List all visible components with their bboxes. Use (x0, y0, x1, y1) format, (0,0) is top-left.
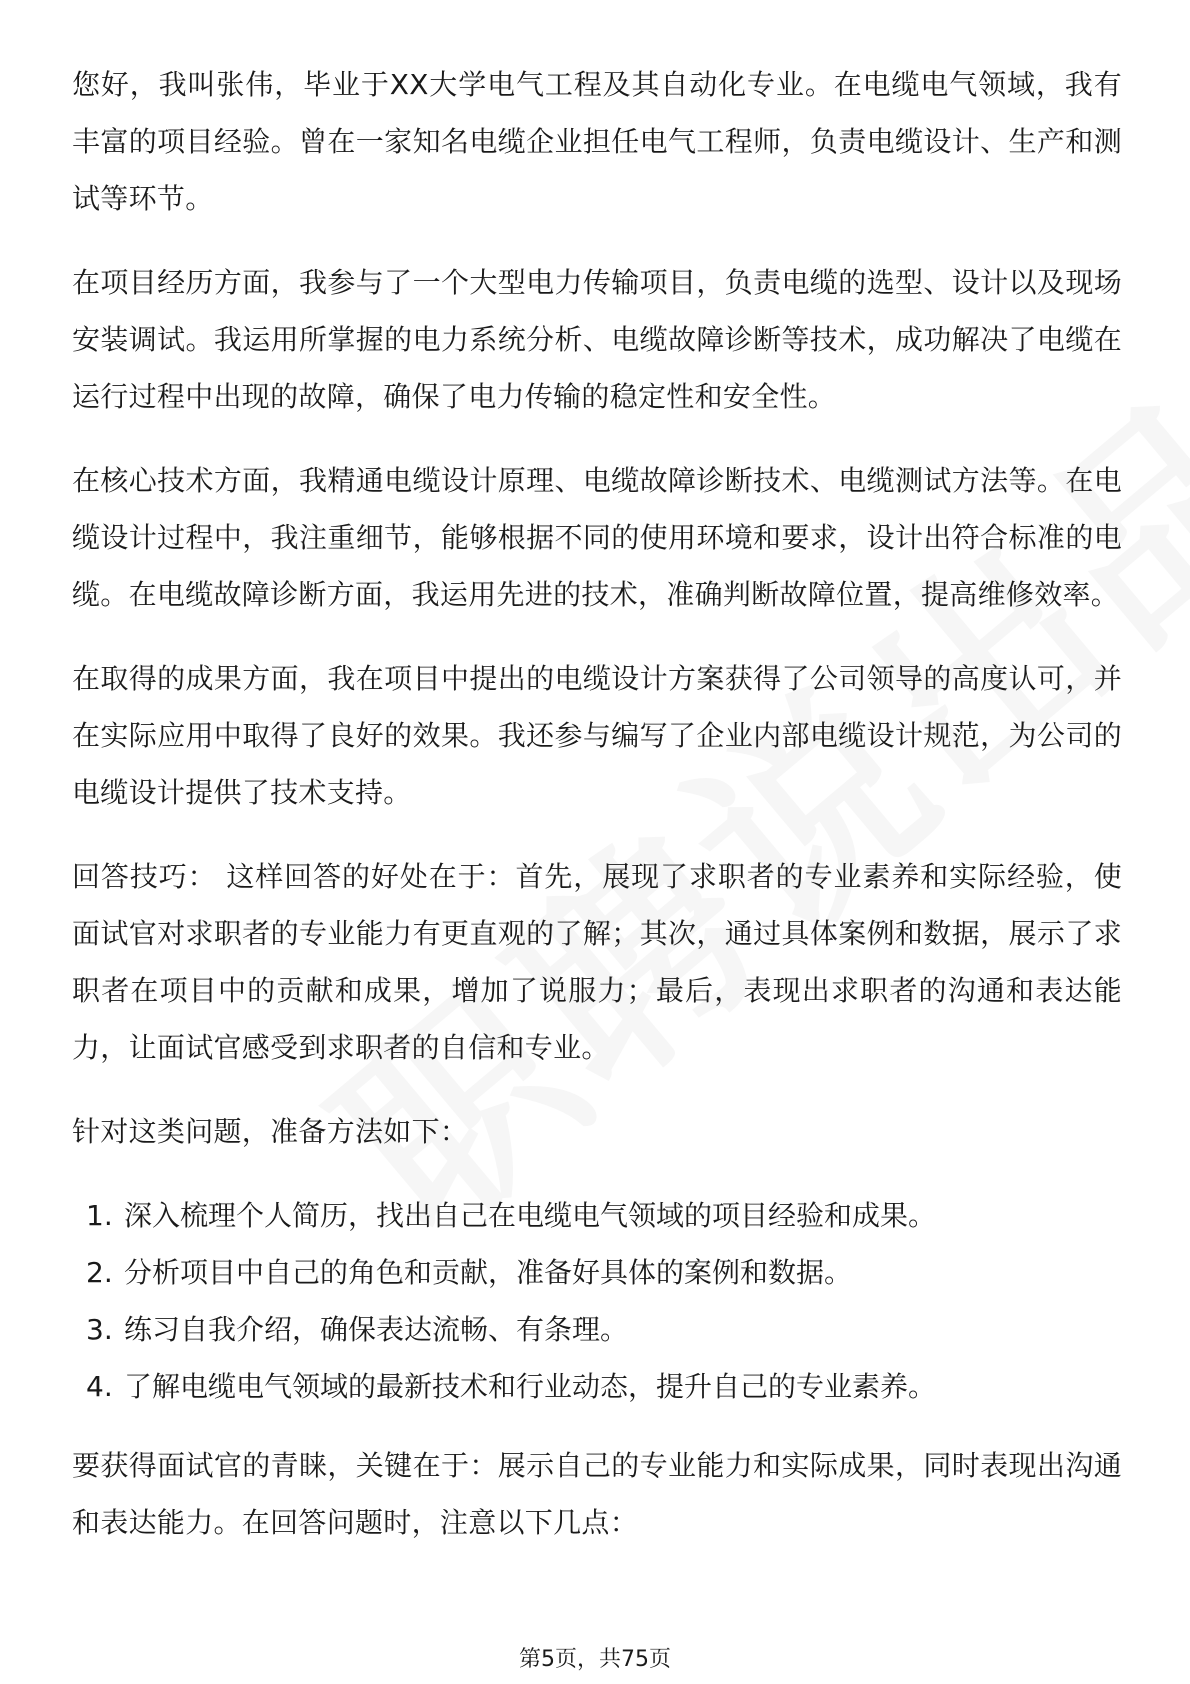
list-item-number: 3. (86, 1313, 113, 1346)
list-item (72, 1358, 1122, 1415)
page-number-footer: 第5页，共75页 (519, 1647, 671, 1672)
list-item-number: 2. (86, 1256, 113, 1289)
paragraph-achievements: 在取得的成果方面，我在项目中提出的电缆设计方案获得了公司领导的高度认可，并在实际应用中取得了良好的效果。我还参与编写了企业内部电缆设计规范，为公司的电缆设计提供了技术支持。 (72, 662, 1122, 809)
preparation-list (72, 1187, 1122, 1415)
list-item-text: 分析项目中自己的角色和贡献，准备好具体的案例和数据。 (124, 1256, 853, 1289)
paragraph-closing: 要获得面试官的青睐，关键在于：展示自己的专业能力和实际成果，同时表现出沟通和表达能力。在回答问题时，注意以下几点： (72, 1449, 1122, 1539)
list-item (72, 1244, 1122, 1301)
list-item-text: 了解电缆电气领域的最新技术和行业动态，提升自己的专业素养。 (124, 1370, 937, 1403)
paragraph-preparation-intro: 针对这类问题，准备方法如下： (72, 1115, 469, 1148)
paragraph-project-experience: 在项目经历方面，我参与了一个大型电力传输项目，负责电缆的选型、设计以及现场安装调试。我运用所掌握的电力系统分析、电缆故障诊断等技术，成功解决了电缆在运行过程中出现的故障，确保了电力传输的稳定性和安全性。 (72, 266, 1122, 413)
list-item-number: 4. (86, 1370, 113, 1403)
paragraph-intro: 您好，我叫张伟，毕业于XX大学电气工程及其自动化专业。在电缆电气领域，我有丰富的项目经验。曾在一家知名电缆企业担任电气工程师，负责电缆设计、生产和测试等环节。 (72, 68, 1122, 215)
list-item (72, 1187, 1122, 1244)
paragraph-core-technology: 在核心技术方面，我精通电缆设计原理、电缆故障诊断技术、电缆测试方法等。在电缆设计过程中，我注重细节，能够根据不同的使用环境和要求，设计出符合标准的电缆。在电缆故障诊断方面，我运用先进的技术，准确判断故障位置，提高维修效率。 (72, 464, 1122, 611)
paragraph-answer-tips: 回答技巧： 这样回答的好处在于：首先，展现了求职者的专业素养和实际经验，使面试官对求职者的专业能力有更直观的了解；其次，通过具体案例和数据，展示了求职者在项目中的贡献和成果，增加了说服力；最后，表现出求职者的沟通和表达能力，让面试官感受到求职者的自信和专业。 (72, 860, 1122, 1064)
list-item (72, 1301, 1122, 1358)
list-item-number: 1. (86, 1199, 113, 1232)
list-item-text: 练习自我介绍，确保表达流畅、有条理。 (124, 1313, 629, 1346)
list-item-text: 深入梳理个人简历，找出自己在电缆电气领域的项目经验和成果。 (124, 1199, 937, 1232)
document-body (72, 56, 1122, 1578)
